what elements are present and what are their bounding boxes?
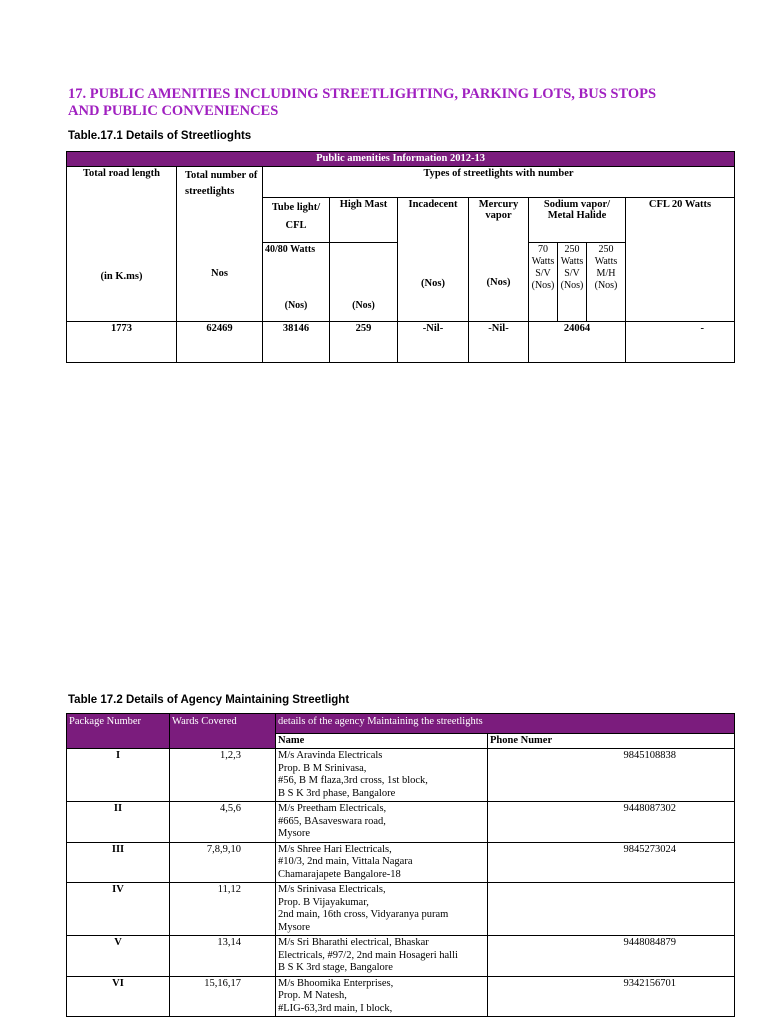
streetlights-table: [66, 151, 735, 363]
phone-cell: 9342156701: [488, 976, 735, 1017]
value-road: 1773: [67, 322, 177, 363]
unit-tube: (Nos): [284, 300, 308, 311]
value-mercury: -Nil-: [469, 322, 529, 363]
package-cell: IV: [67, 883, 170, 936]
wards-cell: 7,8,9,10: [170, 842, 276, 883]
value-tube: 38146: [263, 322, 330, 363]
type-incandescent-cell: [398, 198, 469, 322]
agency-rows: [67, 749, 735, 1017]
highmast-sub-cell: [330, 243, 398, 322]
table-row: [67, 802, 735, 843]
table-row: [67, 883, 735, 936]
type-cfl20: CFL 20 Watts: [626, 198, 735, 322]
table1-caption: Table.17.1 Details of Streetlioghts: [68, 130, 252, 142]
section-heading: 17. PUBLIC AMENITIES INCLUDING STREETLIGHTING, PARKING LOTS, BUS STOPS AND PUBLIC CONVENIENCES: [68, 86, 657, 119]
col-total-header: [177, 167, 263, 322]
package-cell: I: [67, 749, 170, 802]
table2-caption: Table 17.2 Details of Agency Maintaining Streetlight: [68, 694, 350, 706]
header-details: details of the agency Maintaining the streetlights: [276, 714, 735, 734]
table-row: [67, 936, 735, 977]
col-road-header: [67, 167, 177, 322]
agency-name-cell: M/s Preetham Electricals, #665, BAsaveswara road, Mysore: [276, 802, 488, 843]
value-highmast: 259: [330, 322, 398, 363]
wards-cell: 4,5,6: [170, 802, 276, 843]
tube-watts: 40/80 Watts: [265, 244, 316, 255]
header-phone: Phone Numer: [488, 734, 735, 749]
value-cfl20: -: [626, 322, 735, 363]
unit-highmast: (Nos): [352, 300, 375, 311]
header-package: Package Number: [67, 714, 170, 749]
type-tube: Tube light/ CFL: [263, 198, 330, 243]
package-cell: II: [67, 802, 170, 843]
agency-name-cell: M/s Bhoomika Enterprises, Prop. M Natesh, #LIG-63,3rd main, I block,: [276, 976, 488, 1017]
sodium-sub-2: 250 Watts S/V (Nos): [558, 243, 587, 322]
type-incandescent: Incadecent: [408, 199, 458, 210]
col-road-unit: (in K.ms): [100, 271, 143, 282]
value-sodium: 24064: [529, 322, 626, 363]
value-total: 62469: [177, 322, 263, 363]
table-row: [67, 842, 735, 883]
agency-table: [66, 713, 735, 1017]
type-mercury: Mercury vapor: [478, 199, 519, 221]
tube-sub-cell: [263, 243, 330, 322]
phone-cell: 9845108838: [488, 749, 735, 802]
unit-incandescent: (Nos): [421, 278, 445, 289]
header-name: Name: [276, 734, 488, 749]
unit-mercury: (Nos): [486, 277, 511, 288]
wards-cell: 1,2,3: [170, 749, 276, 802]
phone-cell: [488, 883, 735, 936]
sodium-sub-1: 70 Watts S/V (Nos): [529, 243, 558, 322]
wards-cell: 15,16,17: [170, 976, 276, 1017]
phone-cell: 9845273024: [488, 842, 735, 883]
phone-cell: 9448084879: [488, 936, 735, 977]
value-incandescent: -Nil-: [398, 322, 469, 363]
wards-cell: 11,12: [170, 883, 276, 936]
type-highmast: High Mast: [330, 198, 398, 243]
header-wards: Wards Covered: [170, 714, 276, 749]
agency-name-cell: M/s Shree Hari Electricals, #10/3, 2nd main, Vittala Nagara Chamarajapete Bangalore-18: [276, 842, 488, 883]
package-cell: VI: [67, 976, 170, 1017]
type-sodium: Sodium vapor/ Metal Halide: [529, 198, 626, 243]
agency-name-cell: M/s Aravinda Electricals Prop. B M Srinivasa, #56, B M flaza,3rd cross, 1st block, B S K 3rd phase, Bangalore: [276, 749, 488, 802]
col-road-label: Total road length: [82, 168, 161, 179]
col-total-unit: Nos: [211, 268, 228, 279]
wards-cell: 13,14: [170, 936, 276, 977]
table-row: [67, 749, 735, 802]
agency-name-cell: M/s Srinivasa Electricals, Prop. B Vijayakumar, 2nd main, 16th cross, Vidyaranya puram Mysore: [276, 883, 488, 936]
sodium-sub-3: 250 Watts M/H (Nos): [587, 243, 626, 322]
table1-band: Public amenities Information 2012-13: [67, 152, 735, 167]
table-row: [67, 976, 735, 1017]
type-mercury-cell: [469, 198, 529, 322]
package-cell: III: [67, 842, 170, 883]
package-cell: V: [67, 936, 170, 977]
phone-cell: 9448087302: [488, 802, 735, 843]
agency-name-cell: M/s Sri Bharathi electrical, Bhaskar Electricals, #97/2, 2nd main Hosageri halli B S K 3rd stage, Bangalore: [276, 936, 488, 977]
col-types-header: Types of streetlights with number: [263, 167, 735, 198]
col-total-label: Total number of streetlights: [185, 170, 258, 197]
